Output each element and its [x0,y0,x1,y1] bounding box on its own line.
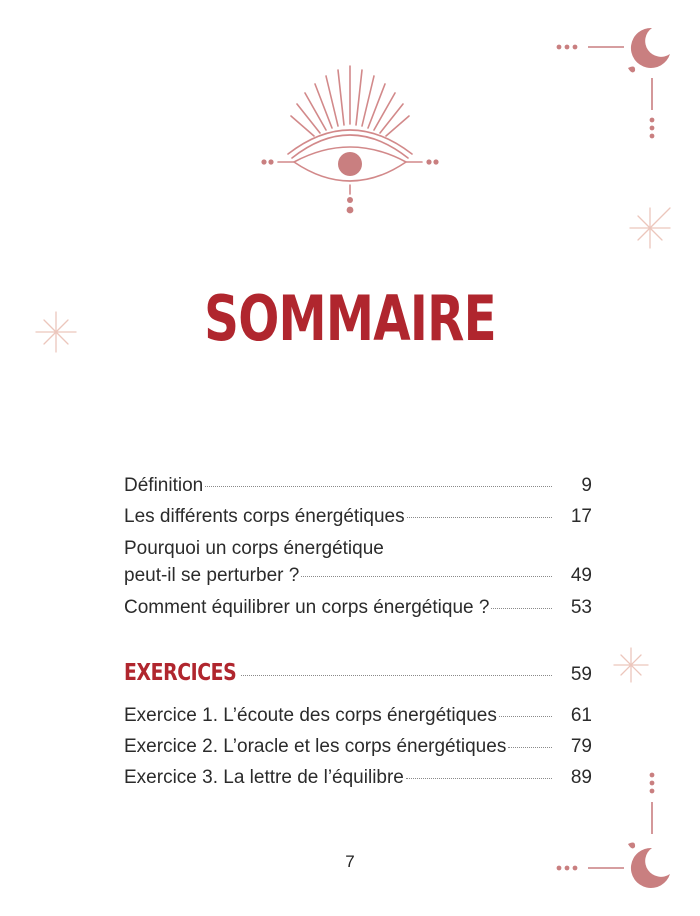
toc-entry-label: Exercice 2. L’oracle et les corps énergétiques [124,736,507,757]
toc-entry[interactable] [124,700,592,731]
toc-entry-label: Comment équilibrer un corps énergétique ? [124,597,490,618]
toc-entry[interactable] [124,762,592,793]
sparkle-icon [626,204,674,252]
toc-entry-page: 59 [570,664,592,685]
dot-leader [406,778,552,779]
section-heading: EXERCICES [124,660,237,686]
dot-leader [508,747,552,748]
toc-entry-page: 49 [570,565,592,586]
toc-entry-label: Exercice 1. L’écoute des corps énergétiques [124,705,497,726]
dot-leader [205,486,552,487]
dot-leader [241,675,552,676]
toc-entry-page: 9 [581,475,592,496]
toc-entry-label: Les différents corps énergétiques [124,506,405,527]
toc-entry[interactable] [124,731,592,762]
page-title: SOMMAIRE [204,282,496,355]
toc-entry-page: 89 [570,767,592,788]
toc-entry-page: 53 [570,597,592,618]
toc-entry-label: peut-il se perturber ? [124,565,300,586]
eye-ornament-icon [258,62,442,220]
table-of-contents [124,470,592,793]
toc-entry-label: Définition [124,475,204,496]
page-number: 7 [345,852,355,871]
toc-entry[interactable] [124,470,592,501]
toc-entry-label: Exercice 3. La lettre de l’équilibre [124,767,404,788]
toc-section-exercices[interactable] [124,658,592,690]
toc-entry[interactable] [124,592,592,623]
toc-entry-label: Pourquoi un corps énergétique [124,538,384,559]
dot-leader [491,608,552,609]
sparkle-icon [612,646,650,684]
toc-entry-page: 79 [570,736,592,757]
toc-entry-page: 17 [570,506,592,527]
dot-leader [407,517,552,518]
toc-entry-page: 61 [570,705,592,726]
dot-leader [301,576,552,577]
toc-entry[interactable] [124,535,592,589]
dot-leader [499,716,552,717]
sparkle-icon [34,310,78,354]
toc-entry[interactable] [124,501,592,532]
crescent-moon-icon [552,24,682,146]
